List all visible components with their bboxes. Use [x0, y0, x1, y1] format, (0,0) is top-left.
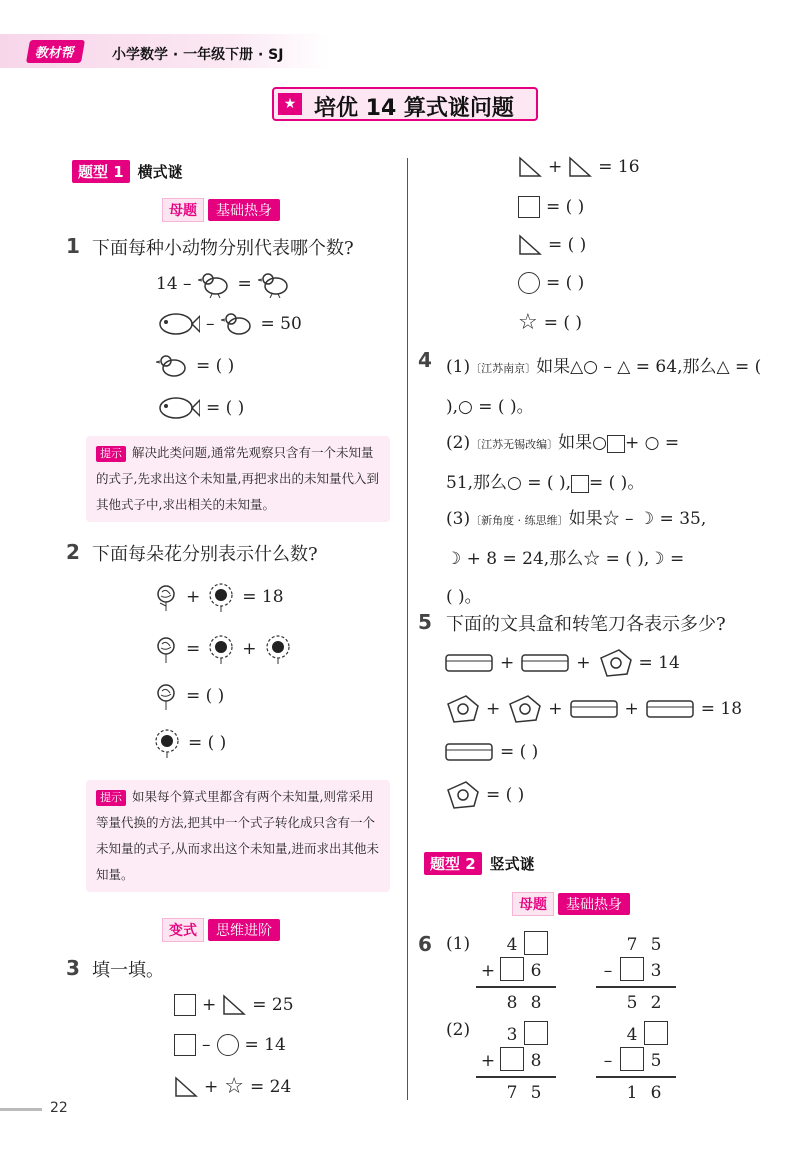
eq-text: = 24: [249, 1076, 292, 1097]
hint-box-1: [86, 436, 390, 522]
part-text: 如果△○ – △ = 64,那么△ = ( ),○ = ( )。: [446, 357, 762, 417]
type1-heading: [72, 160, 183, 183]
eq-text: = 14: [244, 1035, 286, 1055]
square-icon: [174, 994, 196, 1016]
digit: 8: [530, 1051, 542, 1071]
source-tag: 〔新角度 · 练思维〕: [470, 514, 569, 527]
badge-a: 变式: [162, 918, 204, 942]
answer-blank: = ( ): [500, 742, 539, 762]
answer-blank: = ( ): [543, 312, 583, 333]
pencil-case-icon: [444, 651, 494, 675]
digit: 8: [530, 992, 542, 1013]
square-icon: [174, 1034, 196, 1056]
plus-sign: +: [204, 1076, 219, 1097]
column-divider: [407, 158, 408, 1100]
q3-eq5: [518, 196, 584, 218]
eq-text: =: [237, 274, 252, 294]
blank-box: [500, 957, 524, 981]
vertical-calc-c: [476, 1022, 556, 1106]
blank-box: [524, 931, 548, 955]
plus-sign: +: [576, 653, 591, 673]
badge-b: 基础热身: [558, 893, 630, 915]
sunflower-icon: [206, 634, 236, 664]
section-title: 培优 14 算式谜问题: [314, 96, 514, 121]
digit: 2: [650, 992, 662, 1013]
minus-sign: –: [202, 1035, 211, 1055]
q3-eq8: [518, 310, 582, 335]
digit: 5: [650, 1051, 662, 1071]
q1-eq4: [156, 394, 244, 422]
rose-icon: [152, 635, 180, 663]
plus-sign: +: [486, 699, 501, 719]
source-tag: 〔江苏南京〕: [470, 362, 537, 375]
brand-logo: 教材帮: [26, 40, 85, 63]
answer-blank: = ( ): [486, 785, 525, 805]
q5-eq4: [444, 780, 524, 810]
section-title-box: [272, 87, 538, 121]
blank-box: [620, 957, 644, 981]
eq-text: =: [186, 639, 201, 659]
digit: 3: [650, 961, 662, 981]
rose-icon: [152, 682, 180, 710]
q4-part1: [446, 348, 776, 426]
q3-eq7: [518, 272, 584, 294]
book-title: 小学数学 · 一年级下册 · SJ: [112, 47, 284, 63]
pencil-case-icon: [569, 697, 619, 721]
triangle-icon: [174, 1076, 198, 1098]
eq-text: = 16: [598, 157, 640, 177]
chick-icon: [156, 352, 190, 380]
digit: 7: [506, 1082, 518, 1103]
circle-icon: [217, 1034, 239, 1056]
plus-sign: +: [624, 699, 639, 719]
vertical-calc-d: [596, 1022, 676, 1106]
badge-a: 母题: [162, 198, 204, 222]
footer-rule: [0, 1108, 42, 1111]
chick-icon: [258, 270, 292, 298]
q3-eq2: [174, 1034, 286, 1056]
q5-text: 下面的文具盒和转笔刀各表示多少?: [446, 614, 726, 635]
q2-number: 2: [66, 540, 80, 564]
sharpener-icon: [597, 648, 633, 678]
q4-number: 4: [418, 348, 432, 372]
square-icon: [571, 475, 589, 493]
q5-number: 5: [418, 610, 432, 634]
star-outline-icon: ☆: [518, 310, 538, 335]
vertical-calc-a: [476, 932, 556, 1016]
q2-text: 下面每朵花分别表示什么数?: [92, 544, 318, 565]
digit: 3: [506, 1025, 518, 1045]
hint-label: 提示: [96, 790, 126, 806]
q1-number: 1: [66, 234, 80, 258]
plus-sign: +: [548, 157, 563, 177]
triangle-icon: [518, 156, 542, 178]
q2-eq3: [152, 682, 224, 710]
part-text: ☽ + 8 = 24,那么☆ = ( ),☽ =: [446, 549, 685, 569]
q4-part2: [446, 424, 776, 502]
eq-text: –: [206, 314, 215, 334]
triangle-icon: [518, 234, 542, 256]
q1-eq2: [156, 310, 302, 338]
square-icon: [607, 435, 625, 453]
badge-a: 母题: [512, 892, 554, 916]
hint-label: 提示: [96, 446, 126, 462]
part-label: (1): [446, 357, 471, 377]
badge-b: 基础热身: [208, 199, 280, 221]
q6-number: 6: [418, 932, 432, 956]
page-number: 22: [50, 1100, 68, 1116]
blank-box: [620, 1047, 644, 1071]
type-label: 横式谜: [137, 163, 183, 181]
digit: 8: [506, 992, 518, 1013]
pencil-case-icon: [645, 697, 695, 721]
plus-sign: +: [186, 587, 201, 607]
badge-variant: [162, 918, 280, 942]
badge-mother: [162, 198, 280, 222]
answer-blank: = ( ): [188, 733, 227, 753]
answer-blank: = ( ): [186, 686, 225, 706]
hint-text: 解决此类问题,通常先观察只含有一个未知量的式子,先求出这个未知量,再把求出的未知量代入到其他式子中,求出相关的未知量。: [96, 445, 379, 512]
plus-sign: +: [500, 653, 515, 673]
part-text: 如果○: [558, 433, 607, 453]
badge-b: 思维进阶: [208, 919, 280, 941]
hint-box-2: [86, 780, 390, 892]
eq-text: = 50: [260, 314, 302, 334]
part-label: (3): [446, 509, 471, 529]
rose-icon: [152, 583, 180, 611]
type-tag: 题型 1: [72, 160, 130, 183]
digit: 5: [650, 935, 662, 955]
operator: –: [603, 961, 613, 981]
digit: 6: [650, 1082, 662, 1103]
part-text: = ( )。: [589, 473, 645, 493]
blank-box: [524, 1021, 548, 1045]
digit: 5: [530, 1082, 542, 1103]
q2-eq2: [152, 634, 293, 664]
eq-text: = 14: [638, 653, 680, 673]
operator: +: [480, 961, 496, 981]
part-text: 51,那么○ = ( ),: [446, 473, 571, 493]
digit: 4: [506, 935, 518, 955]
sum-line: [596, 986, 676, 988]
triangle-icon: [222, 994, 246, 1016]
q2-eq4: [152, 728, 226, 758]
pencil-case-icon: [520, 651, 570, 675]
digit: 6: [530, 961, 542, 981]
eq-text: = 25: [252, 995, 294, 1015]
plus-sign: +: [202, 995, 217, 1015]
answer-blank: = ( ): [196, 356, 235, 376]
blank-box: [500, 1047, 524, 1071]
q2-eq1: [152, 582, 284, 612]
q1-eq3: [156, 352, 234, 380]
operator: –: [603, 1051, 613, 1071]
source-tag: 〔江苏无锡改编〕: [470, 438, 559, 451]
badge-mother-2: [512, 892, 630, 916]
sunflower-icon: [206, 582, 236, 612]
q3-eq3: [174, 1074, 291, 1099]
answer-blank: = ( ): [548, 235, 587, 255]
star-outline-icon: ☆: [224, 1074, 244, 1099]
square-icon: [518, 196, 540, 218]
chick-icon: [221, 310, 255, 338]
answer-blank: = ( ): [546, 197, 585, 217]
plus-sign: +: [548, 699, 563, 719]
fish-icon: [156, 310, 200, 338]
digit: 4: [626, 1025, 638, 1045]
type2-heading: [424, 852, 535, 875]
type-label: 竖式谜: [489, 855, 535, 873]
q3-text: 填一填。: [92, 960, 164, 981]
q3-eq6: [518, 234, 586, 256]
sunflower-icon: [152, 728, 182, 758]
part-text: + ○ =: [624, 433, 680, 453]
operator: +: [480, 1051, 496, 1071]
digit: 5: [626, 992, 638, 1013]
circle-icon: [518, 272, 540, 294]
sharpener-icon: [444, 780, 480, 810]
digit: 7: [626, 935, 638, 955]
hint-text: 如果每个算式里都含有两个未知量,则常采用等量代换的方法,把其中一个式子转化成只含有一个未知量的式子,从而求出这个未知量,进而求出其他未知量。: [96, 789, 379, 882]
sum-line: [476, 1076, 556, 1078]
q1-eq1: [156, 270, 292, 298]
eq-text: 14 –: [156, 274, 192, 294]
fish-icon: [156, 394, 200, 422]
pencil-case-icon: [444, 740, 494, 764]
q5-eq1: [444, 648, 680, 678]
answer-blank: = ( ): [546, 273, 585, 293]
triangle-icon: [568, 156, 592, 178]
q3-eq1: [174, 994, 294, 1016]
blank-box: [644, 1021, 668, 1045]
part-text: ( )。: [446, 587, 482, 607]
q6-label-1: (1): [446, 934, 471, 954]
q3-number: 3: [66, 956, 80, 980]
sum-line: [476, 986, 556, 988]
star-icon: ★: [278, 93, 302, 115]
sharpener-icon: [506, 694, 542, 724]
eq-text: = 18: [242, 587, 284, 607]
q4-part3: [446, 500, 776, 616]
q3-eq4: [518, 156, 640, 178]
q5-eq3: [444, 740, 538, 764]
sunflower-icon: [263, 634, 293, 664]
part-text: 如果☆ – ☽ = 35,: [568, 509, 707, 529]
answer-blank: = ( ): [206, 398, 245, 418]
sum-line: [596, 1076, 676, 1078]
type-tag: 题型 2: [424, 852, 482, 875]
chick-icon: [198, 270, 232, 298]
plus-sign: +: [242, 639, 257, 659]
q5-eq2: [444, 694, 742, 724]
q6-label-2: (2): [446, 1020, 471, 1040]
q1-text: 下面每种小动物分别代表哪个数?: [92, 238, 354, 259]
digit: 1: [626, 1082, 638, 1103]
eq-text: = 18: [700, 699, 743, 719]
part-label: (2): [446, 433, 471, 453]
vertical-calc-b: [596, 932, 676, 1016]
sharpener-icon: [444, 694, 480, 724]
